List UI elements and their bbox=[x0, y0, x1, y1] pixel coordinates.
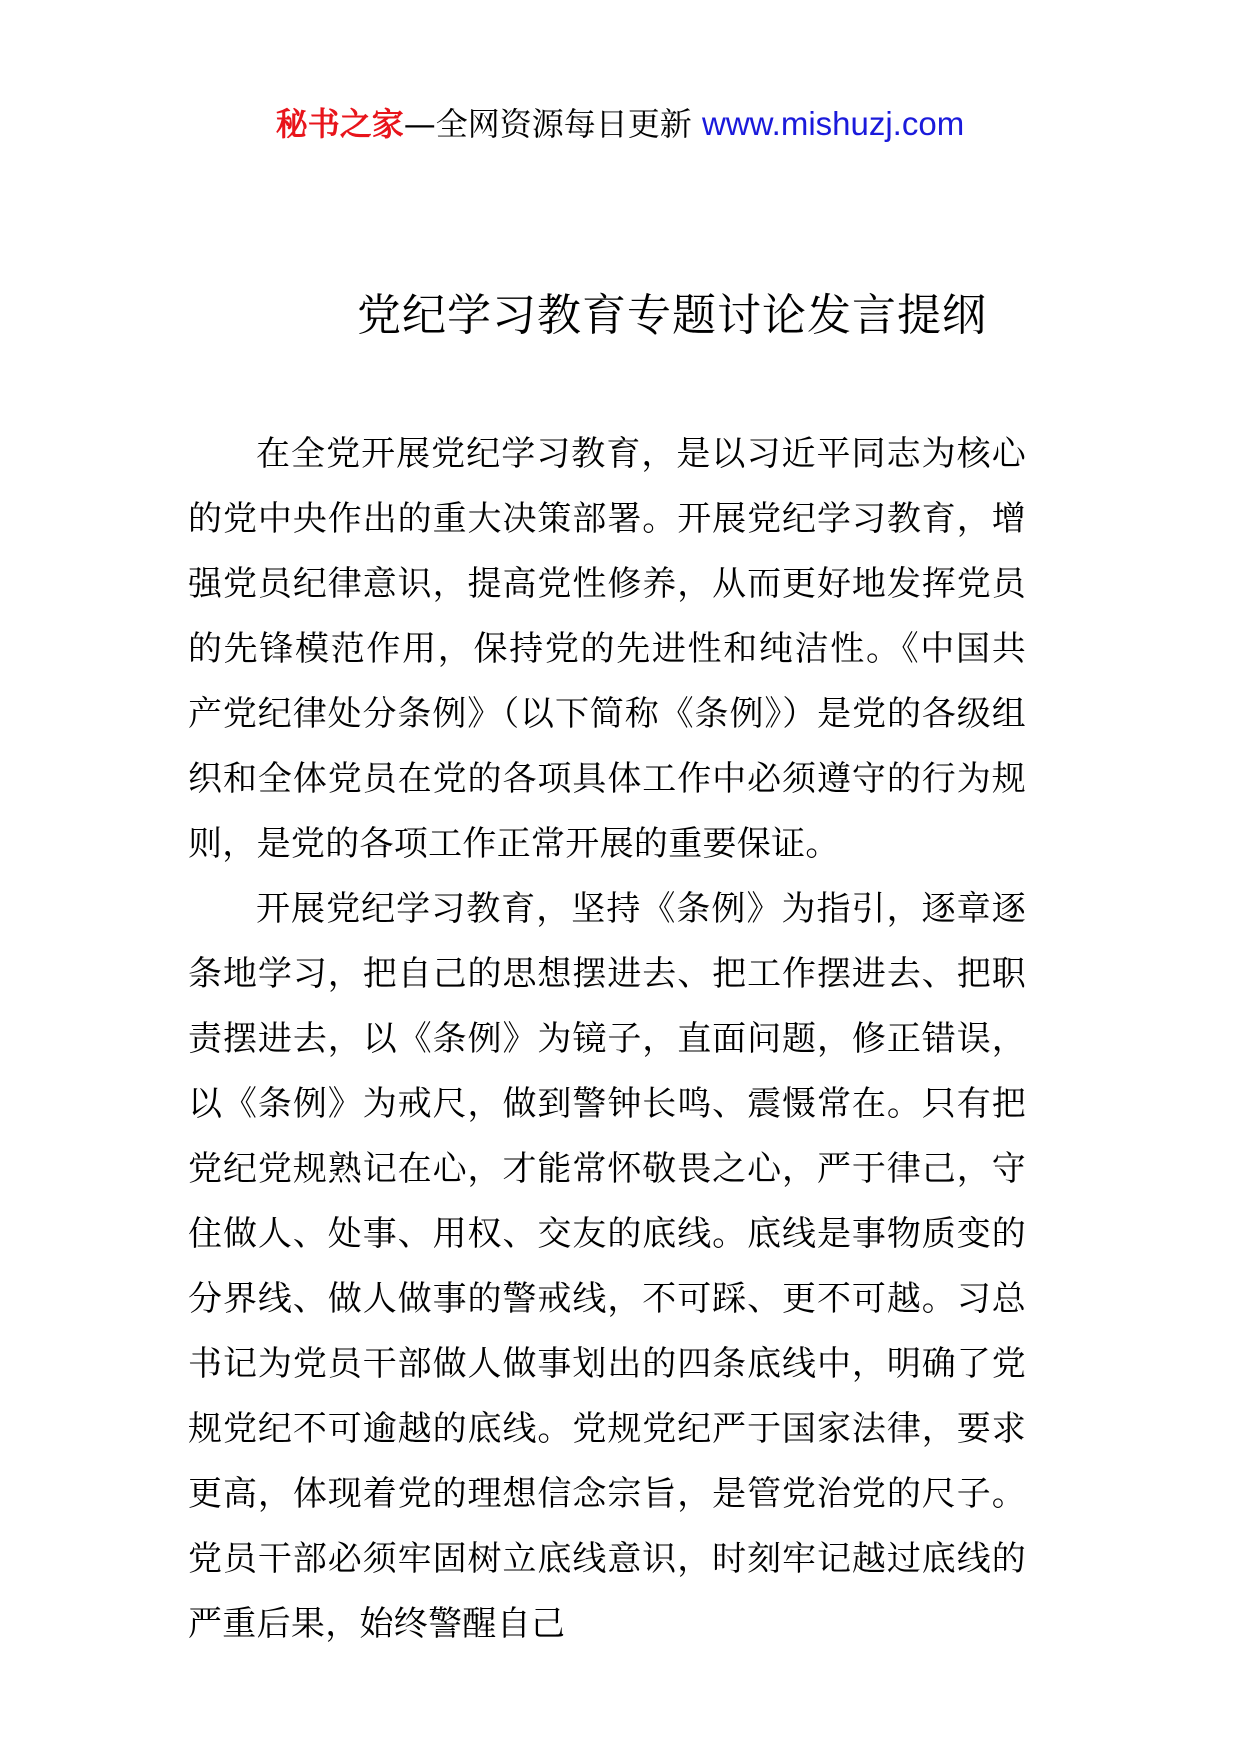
header-tagline: —全网资源每日更新 bbox=[403, 105, 702, 143]
brand-name: 秘书之家 bbox=[275, 105, 404, 143]
paragraph-1: 在全党开展党纪学习教育，是以习近平同志为核心的党中央作出的重大决策部署。开展党纪学习教育，增强党员纪律意识，提高党性修养，从而更好地发挥党员的先锋模范作用，保持党的先进性和纯洁性。《中国共产党纪律处分条例》（以下简称《条例》）是党的各级组织和全体党员在党的各项具体工作中必须遵守的行为规则，是党的各项工作正常开展的重要保证。 bbox=[188, 434, 1026, 864]
paragraph-2: 开展党纪学习教育，坚持《条例》为指引，逐章逐条地学习，把自己的思想摆进去、把工作摆进去、把职责摆进去，以《条例》为镜子，直面问题，修正错误，以《条例》为戒尺，做到警钟长鸣、震慑常在。只有把党纪党规熟记在心，才能常怀敬畏之心，严于律己，守住做人、处事、用权、交友的底线。底线是事物质变的分界线、做人做事的警戒线，不可踩、更不可越。习总书记为党员干部做人做事划出的四条底线中，明确了党规党纪不可逾越的底线。党规党纪严于国家法律，要求更高，体现着党的理想信念宗旨，是管党治党的尺子。党员干部必须牢固树立底线意识，时刻牢记越过底线的严重后果，始终警醒自己 bbox=[188, 889, 1026, 1644]
site-url-link[interactable]: www.mishuzj.com bbox=[701, 105, 965, 142]
document-body bbox=[188, 422, 1026, 1657]
document-title: 党纪学习教育专题讨论发言提纲 bbox=[357, 290, 987, 341]
site-header bbox=[0, 100, 1240, 148]
